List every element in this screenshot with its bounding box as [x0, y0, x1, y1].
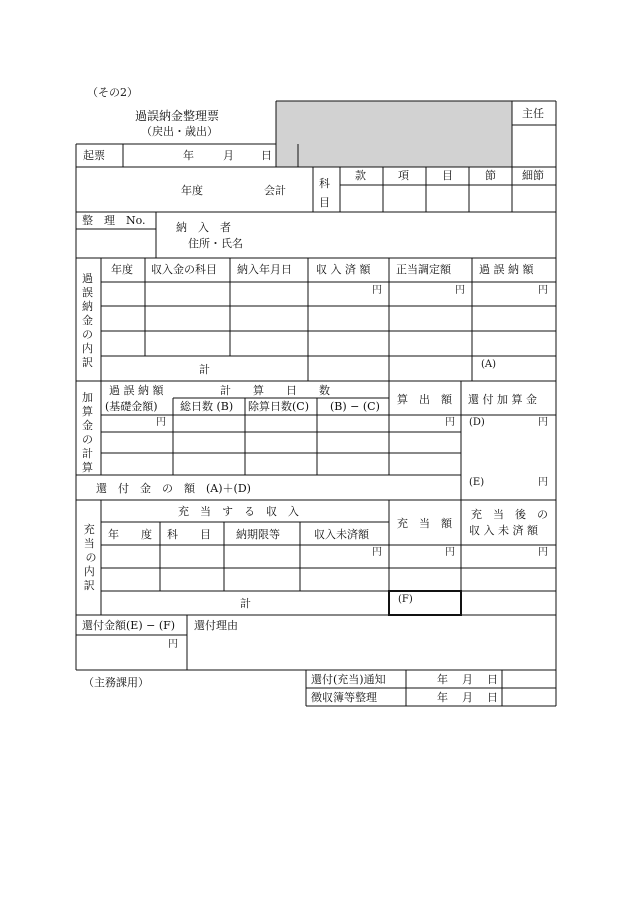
chief-label: 主任 [522, 107, 544, 120]
allocation-kamoku-header: 科 目 [167, 528, 211, 541]
col-shuunyuu-zumi: 収 入 済 額 [316, 263, 371, 276]
ledger-month: 月 [462, 691, 473, 704]
saisetsu-label: 細節 [522, 169, 544, 182]
yen-unit: 円 [455, 285, 465, 296]
kamoku-label: 科 目 [319, 177, 330, 209]
kihyo-month: 月 [223, 149, 234, 162]
setsu-label: 節 [485, 169, 496, 182]
diff-days-header: (B) − (C) [330, 400, 380, 413]
seiri-no-label: 整 理 No. [82, 214, 146, 227]
yen-unit: 円 [538, 477, 548, 488]
f-mark: (F) [398, 594, 413, 605]
yen-unit: 円 [538, 547, 548, 558]
kou-label: 項 [398, 169, 409, 182]
kaikei-label: 会計 [264, 184, 286, 197]
payer-label: 納 入 者 [176, 221, 231, 234]
yen-unit: 円 [445, 417, 455, 428]
form-title: 過誤納金整理票 [135, 109, 220, 123]
form-subtitle: （戻出・歳出） [141, 125, 218, 138]
footer-note: （主務課用） [83, 676, 149, 689]
allocation-header: 充 当 す る 収 入 [178, 505, 299, 518]
allocation-due-header: 納期限等 [236, 528, 280, 541]
kihyo-label: 起票 [83, 149, 105, 162]
notice-label: 還付(充当)通知 [311, 673, 386, 686]
header-note: （その2） [87, 86, 138, 99]
after-header-1: 充 当 後 の [471, 508, 548, 521]
refund-total-label: 還 付 金 の 額 (A)＋(D) [96, 482, 251, 495]
address-name-label: 住所・氏名 [188, 237, 243, 250]
allocation-total-label: 計 [240, 597, 251, 610]
yen-unit: 円 [372, 547, 382, 558]
chief-stamp-box[interactable] [512, 125, 556, 167]
yen-unit: 円 [372, 285, 382, 296]
after-header-2: 収 入 未 済 額 [469, 524, 538, 537]
col-nendo: 年度 [111, 263, 133, 276]
fiscal-year-label: 年度 [181, 184, 203, 197]
kihyo-year: 年 [183, 149, 194, 162]
allocation-year-header: 年 度 [108, 528, 152, 541]
d-mark: (D) [469, 417, 485, 428]
notice-year: 年 [437, 673, 448, 686]
overpayment-total-label: 計 [199, 363, 210, 376]
e-mark: (E) [469, 477, 485, 488]
refund-amount-label: 還付金額(E) − (F) [82, 619, 176, 632]
yen-unit: 円 [156, 417, 166, 428]
allocation-side-label: 充 当 の 内 訳 [83, 523, 97, 592]
allocation-unpaid-header: 収入未済額 [314, 528, 369, 541]
ledger-day: 日 [487, 691, 498, 704]
a-mark: (A) [481, 359, 497, 370]
ledger-label: 徴収簿等整理 [311, 691, 377, 704]
yen-unit: 円 [445, 547, 455, 558]
yen-unit: 円 [538, 417, 548, 428]
refund-reason-label: 還付理由 [194, 619, 238, 632]
moku-label: 目 [442, 169, 453, 182]
allocated-header: 充 当 額 [397, 517, 452, 530]
kan-label: 款 [355, 169, 366, 182]
kihyo-day: 日 [261, 149, 272, 162]
col-kamoku: 収入金の科目 [151, 263, 217, 276]
total-days-header: 総日数 (B) [180, 400, 234, 413]
notice-day: 日 [487, 673, 498, 686]
calc-amount-header: 算 出 額 [397, 393, 452, 406]
ledger-year: 年 [437, 691, 448, 704]
base-amount-header-2: (基礎金額) [105, 400, 158, 413]
base-amount-header-1: 過 誤 納 額 [109, 384, 164, 397]
col-kagonou: 過 誤 納 額 [479, 263, 534, 276]
days-header: 計 算 日 数 [220, 384, 330, 397]
yen-unit: 円 [168, 639, 178, 650]
overpayment-side-label: 過 誤 納 金 の 内 訳 [82, 272, 93, 369]
col-nyuunyuu-date: 納入年月日 [237, 263, 292, 276]
excluded-days-header: 除算日数(C) [248, 400, 309, 413]
col-seitou-chotei: 正当調定額 [396, 263, 451, 276]
yen-unit: 円 [538, 285, 548, 296]
interest-side-label: 加 算 金 の 計 算 [82, 391, 93, 474]
refund-addition-header: 還 付 加 算 金 [468, 393, 537, 406]
notice-month: 月 [462, 673, 473, 686]
